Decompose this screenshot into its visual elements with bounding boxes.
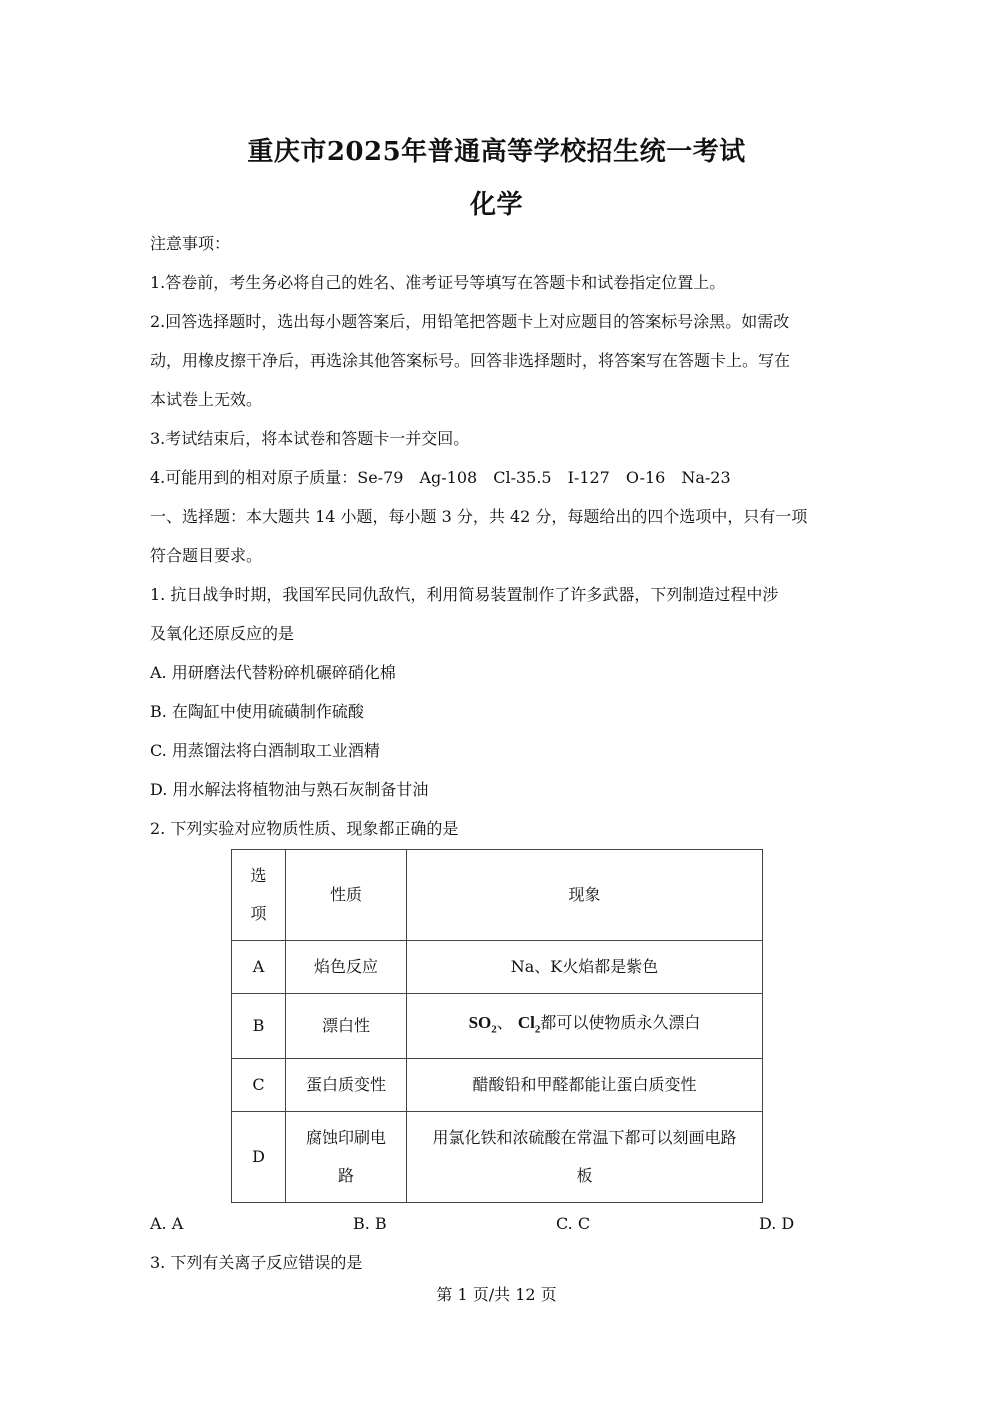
note-item-2-line-3: 本试卷上无效。 — [150, 390, 263, 409]
q1-option-b: B. 在陶缸中使用硫磺制作硫酸 — [150, 702, 364, 721]
note-item-2-line-2: 动，用橡皮擦干净后，再选涂其他答案标号。回答非选择题时，将答案写在答题卡上。写在 — [150, 351, 791, 370]
row-b-option: B — [232, 994, 286, 1059]
note-item-4: 4.可能用到的相对原子质量：Se-79 Ag-108 Cl-35.5 I-127 O-16 Na-23 — [150, 468, 731, 487]
q3-stem: 3. 下列有关离子反应错误的是 — [150, 1253, 363, 1272]
note-item-1: 1.答卷前，考生务必将自己的姓名、准考证号等填写在答题卡和试卷指定位置上。 — [150, 273, 726, 292]
notes-heading: 注意事项： — [150, 234, 231, 253]
row-c-property: 蛋白质变性 — [286, 1059, 407, 1112]
row-c-phenomenon: 醋酸铅和甲醛都能让蛋白质变性 — [407, 1059, 763, 1112]
q2-answer-d: D. D — [759, 1214, 795, 1233]
q1-option-c: C. 用蒸馏法将白酒制取工业酒精 — [150, 741, 380, 760]
row-d-phenomenon — [407, 1112, 763, 1203]
table-row — [232, 994, 763, 1059]
table-header-option — [232, 850, 286, 941]
exam-title: 重庆市2025年普通高等学校招生统一考试 — [247, 137, 746, 167]
row-d-property-line-1: 腐蚀印刷电 — [305, 1128, 386, 1147]
row-a-phenomenon: Na、K火焰都是紫色 — [407, 941, 763, 994]
table-row — [232, 1112, 763, 1203]
header-option-char-2: 项 — [250, 904, 267, 923]
separator: 、 — [496, 1012, 513, 1032]
row-d-property — [286, 1112, 407, 1203]
note-item-2-line-1: 2.回答选择题时，选出每小题答案后，用铅笔把答题卡上对应题目的答案标号涂黑。如需改 — [150, 312, 790, 331]
table-header-row — [232, 850, 763, 941]
q2-stem: 2. 下列实验对应物质性质、现象都正确的是 — [150, 819, 459, 838]
q1-stem-line-2: 及氧化还原反应的是 — [150, 624, 295, 643]
row-b-phenomenon — [407, 994, 763, 1059]
row-d-option: D — [232, 1112, 286, 1203]
subject-title: 化学 — [469, 190, 523, 220]
section-heading-line-1: 一、选择题：本大题共 14 小题，每小题 3 分，共 42 分，每题给出的四个选项中，只有一项 — [150, 507, 808, 526]
q2-answer-c: C. C — [556, 1214, 591, 1233]
q2-table — [231, 849, 763, 1203]
table-header-phenomenon: 现象 — [407, 850, 763, 941]
page-footer: 第 1 页/共 12 页 — [436, 1285, 557, 1304]
table-row — [232, 941, 763, 994]
so2-formula: $SO_2$ — [468, 1012, 497, 1036]
q2-answer-a: A. A — [150, 1214, 184, 1233]
row-c-option: C — [232, 1059, 286, 1112]
q1-option-d: D. 用水解法将植物油与熟石灰制备甘油 — [150, 780, 429, 799]
row-d-phenomenon-line-2: 板 — [576, 1166, 593, 1185]
q1-option-a: A. 用研磨法代替粉碎机碾碎硝化棉 — [150, 663, 396, 682]
header-option-char-1: 选 — [250, 866, 267, 885]
table-header-property: 性质 — [286, 850, 407, 941]
table-row — [232, 1059, 763, 1112]
row-a-property: 焰色反应 — [286, 941, 407, 994]
row-d-phenomenon-line-1: 用氯化铁和浓硫酸在常温下都可以刻画电路 — [432, 1128, 737, 1147]
cl2-formula: $Cl_2$ — [517, 1012, 541, 1036]
q2-answer-b: B. B — [353, 1214, 387, 1233]
section-heading-line-2: 符合题目要求。 — [150, 546, 263, 565]
row-b-property: 漂白性 — [286, 994, 407, 1059]
row-a-option: A — [232, 941, 286, 994]
q1-stem-line-1: 1. 抗日战争时期，我国军民同仇敌忾，利用简易装置制作了许多武器，下列制造过程中涉 — [150, 585, 779, 604]
note-item-3: 3.考试结束后，将本试卷和答题卡一并交回。 — [150, 429, 470, 448]
row-d-property-line-2: 路 — [337, 1166, 354, 1185]
row-b-phenomenon-text: 都可以使物质永久漂白 — [540, 1012, 701, 1032]
